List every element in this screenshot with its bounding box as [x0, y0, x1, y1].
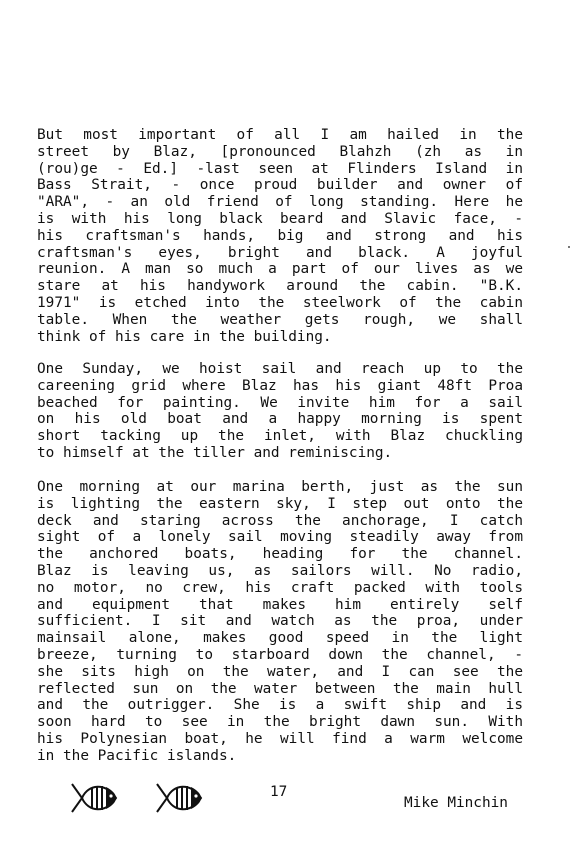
- text-line: his craftsman's hands, big and strong and his: [37, 227, 523, 244]
- text-line: careening grid where Blaz has his giant 48ft Proa: [37, 377, 523, 394]
- text-line: she sits high on the water, and I can see the: [37, 663, 523, 680]
- text-line: Bass Strait, - once proud builder and owner of: [37, 177, 523, 194]
- text-line: craftsman's eyes, bright and black. A joyful: [37, 244, 523, 261]
- text-line: the anchored boats, heading for the channel.: [37, 546, 523, 563]
- text-line: stare at his handywork around the cabin. "B.K.: [37, 278, 523, 295]
- text-line: sufficient. I sit and watch as the proa, under: [37, 613, 523, 630]
- text-line: "ARA", - an old friend of long standing. Here he: [37, 194, 523, 211]
- text-line: reflected sun on the water between the main hull: [37, 680, 523, 697]
- text-line: beached for painting. We invite him for a sail: [37, 394, 523, 411]
- text-line: think of his care in the building.: [37, 328, 332, 345]
- text-line: street by Blaz, [pronounced Blahzh (zh as in: [37, 143, 523, 160]
- text-line: is with his long black beard and Slavic face, -: [37, 210, 523, 227]
- text-line: Blaz is leaving us, as sailors will. No radio,: [37, 562, 523, 579]
- text-line: in the Pacific islands.: [37, 747, 237, 764]
- paragraph-blaz-departure: [37, 479, 523, 765]
- page-number: 17: [270, 784, 288, 800]
- text-line: is lighting the eastern sky, I step out onto the: [37, 495, 523, 512]
- text-line: on his old boat and a happy morning is spent: [37, 411, 523, 428]
- text-line: to himself at the tiller and reminiscing.: [37, 444, 393, 461]
- text-line: table. When the weather gets rough, we shall: [37, 311, 523, 328]
- text-line: sight of a lonely sail moving steadily away from: [37, 529, 523, 546]
- paragraph-blaz-reunion: [37, 127, 523, 345]
- text-line: and the outrigger. She is a swift ship and is: [37, 697, 523, 714]
- text-line: 1971" is etched into the steelwork of the cabin: [37, 294, 523, 311]
- text-line: One Sunday, we hoist sail and reach up to the: [37, 361, 523, 377]
- text-line: soon hard to see in the bright dawn sun. With: [37, 714, 523, 731]
- text-line: and equipment that makes him entirely self: [37, 596, 523, 613]
- author-byline: Mike Minchin: [404, 795, 508, 811]
- text-line: But most important of all I am hailed in the: [37, 127, 523, 143]
- text-line: (rou)ge - Ed.] -last seen at Flinders Island in: [37, 160, 523, 177]
- text-line: reunion. A man so much a part of our lives as we: [37, 261, 523, 278]
- fish-icon: [70, 778, 118, 818]
- text-line: deck and staring across the anchorage, I catch: [37, 512, 523, 529]
- margin-speck: [568, 246, 570, 248]
- text-line: his Polynesian boat, he will find a warm welcome: [37, 730, 523, 747]
- text-line: One morning at our marina berth, just as the sun: [37, 479, 523, 495]
- text-line: short tacking up the inlet, with Blaz chuckling: [37, 428, 523, 445]
- text-line: mainsail alone, makes good speed in the light: [37, 630, 523, 647]
- text-line: breeze, turning to starboard down the channel, -: [37, 646, 523, 663]
- text-line: no motor, no crew, his craft packed with tools: [37, 579, 523, 596]
- paragraph-sunday-sail: [37, 361, 523, 462]
- fish-icon: [155, 778, 203, 818]
